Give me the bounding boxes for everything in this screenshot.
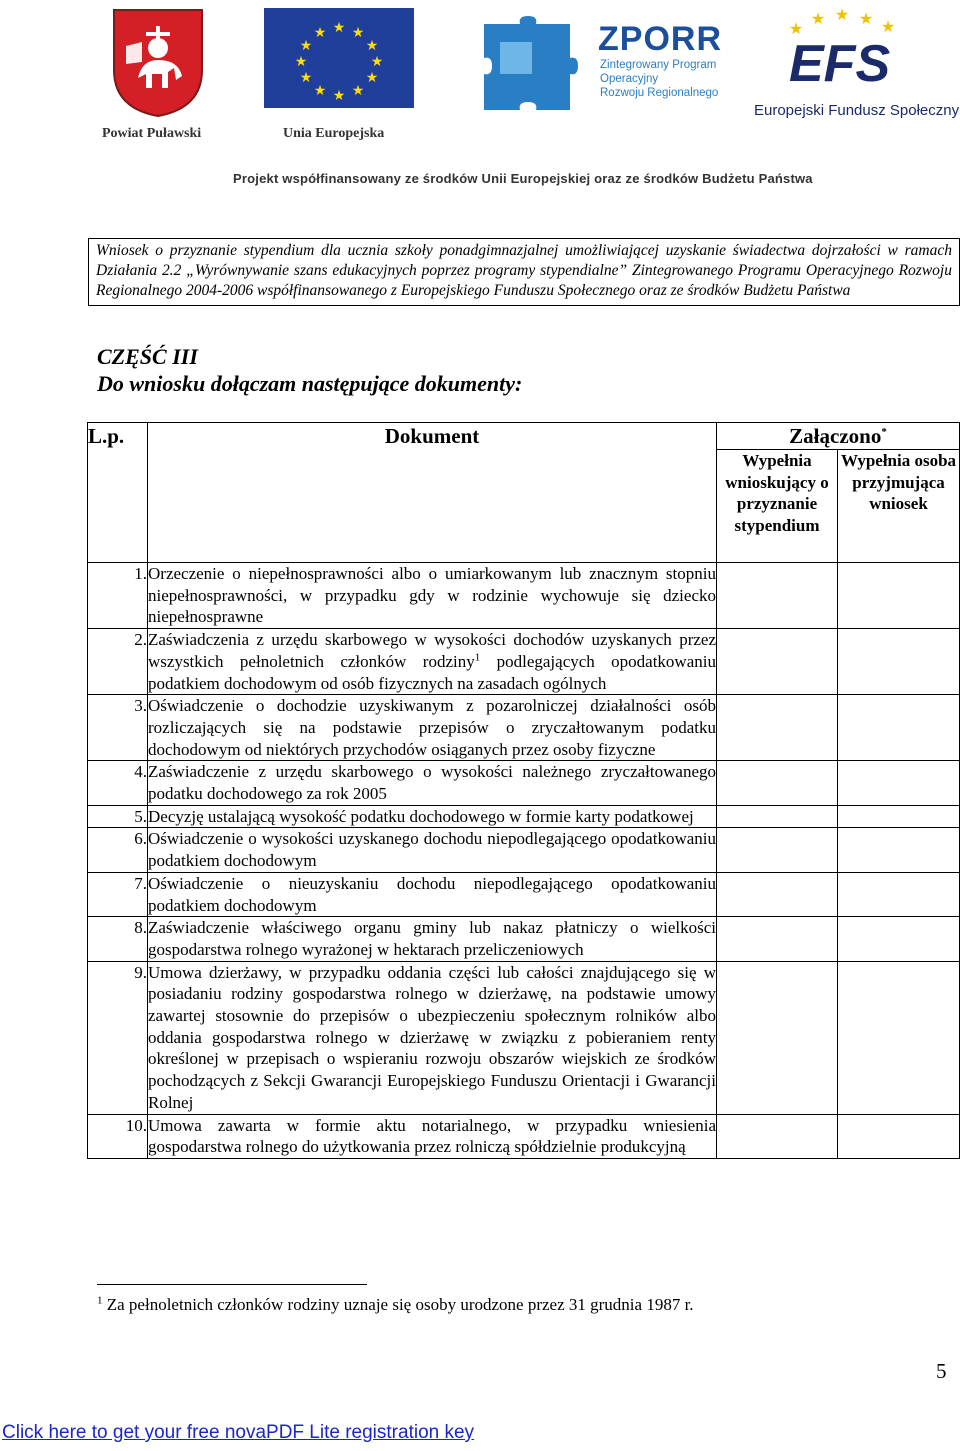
table-row <box>88 917 960 961</box>
svg-text:★: ★ <box>834 6 850 24</box>
svg-text:★: ★ <box>365 38 379 54</box>
receiver-check-cell[interactable] <box>838 1114 960 1158</box>
applicant-check-cell[interactable] <box>717 872 838 916</box>
svg-text:★: ★ <box>370 54 384 70</box>
zporr-line-1: Zintegrowany Program <box>600 59 717 71</box>
applicant-check-cell[interactable] <box>717 761 838 805</box>
table-row <box>88 629 960 695</box>
row-number: 9. <box>88 961 148 1114</box>
applicant-check-cell[interactable] <box>717 805 838 828</box>
table-row <box>88 761 960 805</box>
zporr-line-2: Operacyjny <box>600 73 659 85</box>
svg-text:★: ★ <box>313 25 327 41</box>
applicant-check-cell[interactable] <box>717 828 838 872</box>
svg-text:★: ★ <box>299 70 313 86</box>
footnote-text: Za pełnoletnich członków rodziny uznaje się osoby urodzone przez 31 grudnia 1987 r. <box>102 1295 694 1314</box>
eu-flag-icon <box>264 8 414 108</box>
table-row <box>88 872 960 916</box>
table-row <box>88 805 960 828</box>
row-document-text: Zaświadczenia z urzędu skarbowego w wysokości dochodów uzyskanych przez wszystkich pełnoletnich członków rodziny <box>148 630 716 671</box>
attached-asterisk: * <box>881 426 887 438</box>
row-document <box>148 629 717 695</box>
col-attached-header <box>717 423 960 450</box>
header-logos <box>0 0 960 200</box>
table-row <box>88 828 960 872</box>
row-document-text-cont: podlegających opodatkowaniu podatkiem dochodowym od osób fizycznych na zasadach ogólnych <box>148 651 716 693</box>
svg-text:★: ★ <box>332 20 346 36</box>
part-heading-block <box>97 343 522 397</box>
part-subheading: Do wniosku dołączam następujące dokumenty: <box>97 371 523 396</box>
row-number: 8. <box>88 917 148 961</box>
footnote <box>97 1295 694 1315</box>
application-title-box: Wniosek o przyznanie stypendium dla ucznia szkoły ponadgimnazjalnej umożliwiającej uzyskanie świadectwa dojrzałości w ramach Działania 2.2 „Wyrównywanie szans edukacyjnych poprzez programy stypendialne” Zintegrowanego Programu Operacyjnego Rozwoju Regionalnego 2004-2006 współfinansowanego z Europejskiego Funduszu Społecznego oraz ze środków Budżetu Państwa <box>88 238 960 306</box>
svg-text:★: ★ <box>880 17 896 36</box>
table-row <box>88 1114 960 1158</box>
col-attached-label: Załączono <box>789 424 882 448</box>
table-row <box>88 563 960 629</box>
part-heading: CZĘŚĆ III <box>97 344 198 369</box>
zporr-title: ZPORR <box>598 20 722 58</box>
footnote-ref: 1 <box>474 651 481 664</box>
row-number: 4. <box>88 761 148 805</box>
row-document: Umowa zawarta w formie aktu notarialnego, w przypadku wniesienia gospodarstwa rolnego do użytkowania przez rolniczą spółdzielnie produkcyjną <box>148 1114 717 1158</box>
svg-text:★: ★ <box>365 70 379 86</box>
svg-text:★: ★ <box>858 9 874 28</box>
page-number: 5 <box>936 1359 947 1383</box>
receiver-check-cell[interactable] <box>838 805 960 828</box>
row-document: Orzeczenie o niepełnosprawności albo o umiarkowanym lub znacznym stopniu niepełnosprawności, w przypadku gdy w rodzinie wychowuje się dziecko niepełnosprawne <box>148 563 717 629</box>
receiver-check-cell[interactable] <box>838 872 960 916</box>
table-header-row <box>88 423 960 450</box>
receiver-check-cell[interactable] <box>838 828 960 872</box>
col-applicant-header: Wypełnia wnioskujący o przyznanie stypendium <box>717 450 838 563</box>
powiat-pulawski-crest-icon <box>112 8 204 118</box>
receiver-check-cell[interactable] <box>838 961 960 1114</box>
col-receiver-header: Wypełnia osoba przyjmująca wniosek <box>838 450 960 563</box>
applicant-check-cell[interactable] <box>717 917 838 961</box>
svg-text:★: ★ <box>313 83 327 99</box>
svg-text:★: ★ <box>788 19 804 38</box>
row-document: Umowa dzierżawy, w przypadku oddania części lub całości znajdującego się w posiadaniu rodziny gospodarstwa rolnego w dzierżawę, na podstawie umowy zawartej stosownie do przepisów o ubezpieczeniu społecznym rolników albo oddania gospodarstwa rolnego w dzierżawę w związku z pobieraniem renty określonej w przepisach o wspieraniu rozwoju obszarów wiejskich ze środków pochodzących z Sekcji Gwarancji Europejskiego Funduszu Orientacji i Gwarancji Rolnej <box>148 961 717 1114</box>
eu-caption: Unia Europejska <box>283 126 385 141</box>
row-number: 3. <box>88 695 148 761</box>
footnote-mark: 1 <box>97 1294 103 1307</box>
applicant-check-cell[interactable] <box>717 563 838 629</box>
row-number: 7. <box>88 872 148 916</box>
receiver-check-cell[interactable] <box>838 695 960 761</box>
efs-title: EFS <box>789 35 891 93</box>
col-lp-label: L.p. <box>88 424 125 448</box>
svg-text:★: ★ <box>810 9 826 28</box>
row-document: Zaświadczenie z urzędu skarbowego o wysokości należnego zryczałtowanego podatku dochodowego za rok 2005 <box>148 761 717 805</box>
receiver-check-cell[interactable] <box>838 917 960 961</box>
row-number: 2. <box>88 629 148 695</box>
svg-text:★: ★ <box>294 54 308 70</box>
funding-line: Projekt współfinansowany ze środków Unii Europejskiej oraz ze środków Budżetu Państwa <box>233 171 813 186</box>
svg-text:★: ★ <box>351 83 365 99</box>
row-number: 1. <box>88 563 148 629</box>
table-row <box>88 961 960 1114</box>
row-document: Decyzję ustalającą wysokość podatku dochodowego w formie karty podatkowej <box>148 805 717 828</box>
receiver-check-cell[interactable] <box>838 563 960 629</box>
svg-text:★: ★ <box>332 88 346 104</box>
row-document: Oświadczenie o dochodzie uzyskiwanym z pozarolniczej działalności osób rozliczających się na podstawie przepisów o zryczałtowanym podatku dochodowym od niektórych przychodów osiąganych przez osoby fizyczne <box>148 695 717 761</box>
applicant-check-cell[interactable] <box>717 629 838 695</box>
registration-link[interactable]: Click here to get your free novaPDF Lite registration key <box>2 1422 475 1443</box>
receiver-check-cell[interactable] <box>838 761 960 805</box>
col-document-label: Dokument <box>384 424 480 448</box>
applicant-check-cell[interactable] <box>717 1114 838 1158</box>
receiver-check-cell[interactable] <box>838 629 960 695</box>
efs-caption: Europejski Fundusz Społeczny <box>754 102 960 119</box>
powiat-caption: Powiat Puławski <box>102 126 202 141</box>
zporr-puzzle-icon <box>480 14 580 114</box>
svg-text:★: ★ <box>351 25 365 41</box>
zporr-line-3: Rozwoju Regionalnego <box>600 87 719 99</box>
col-document-header <box>148 423 717 563</box>
row-number: 5. <box>88 805 148 828</box>
footnote-divider <box>97 1284 367 1285</box>
table-row <box>88 695 960 761</box>
zporr-subtitle <box>600 58 718 100</box>
row-number: 6. <box>88 828 148 872</box>
row-number: 10. <box>88 1114 148 1158</box>
row-document: Oświadczenie o wysokości uzyskanego dochodu niepodlegającego opodatkowaniu podatkiem dochodowym <box>148 828 717 872</box>
applicant-check-cell[interactable] <box>717 961 838 1114</box>
documents-table <box>87 422 960 1159</box>
row-document: Oświadczenie o nieuzyskaniu dochodu niepodlegającego opodatkowaniu podatkiem dochodowym <box>148 872 717 916</box>
applicant-check-cell[interactable] <box>717 695 838 761</box>
col-lp-header <box>88 423 148 563</box>
svg-text:★: ★ <box>299 38 313 54</box>
row-document: Zaświadczenie właściwego organu gminy lub nakaz płatniczy o wielkości gospodarstwa rolnego wyrażonej w hektarach przeliczeniowych <box>148 917 717 961</box>
